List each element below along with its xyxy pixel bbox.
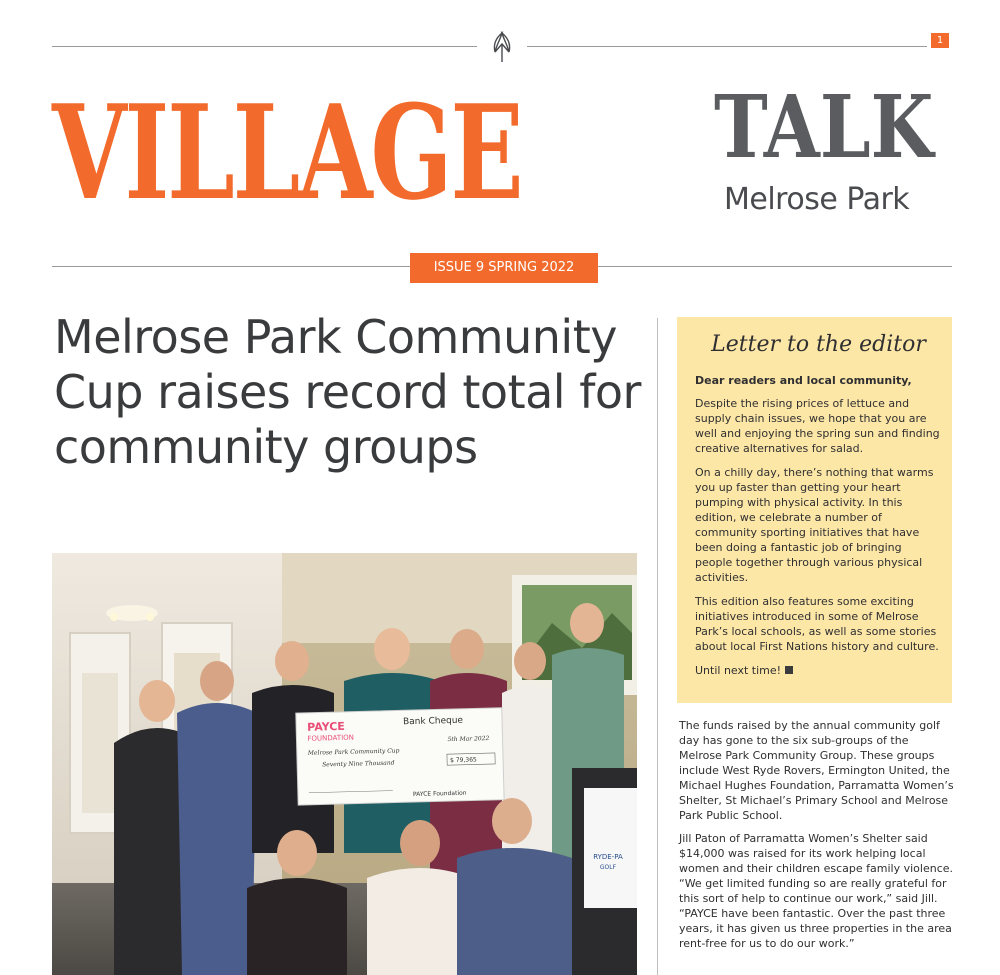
letter-title: Letter to the editor	[711, 332, 926, 357]
cheque-words: Seventy Nine Thousand	[322, 759, 395, 769]
column-divider	[657, 318, 658, 975]
cheque-label: Bank Cheque	[402, 715, 464, 728]
cheque-payee: Melrose Park Community Cup	[307, 747, 400, 757]
letter-paragraph: Despite the rising prices of lettuce and supply chain issues, we hope that you are well and enjoying the spring sun and finding creative alternatives for salad.	[695, 397, 940, 455]
cheque-date: 5th Mar 2022	[447, 735, 490, 744]
letter-signoff-text: Until next time!	[695, 664, 782, 677]
masthead-village: VILLAGE	[52, 76, 522, 229]
cheque-footer: PAYCE Foundation	[412, 789, 467, 799]
letter-to-editor-box	[677, 317, 952, 703]
top-rule-left	[52, 46, 477, 47]
cheque-brand: PAYCE	[307, 719, 346, 734]
photo-illustration	[52, 553, 637, 975]
article-paragraph: The funds raised by the annual community golf day has gone to the six sub-groups of the Melrose Park Community Group. These groups include West Ryde Rovers, Ermington United, the Michael Hughes Foundation, Parramatta Women’s Shelter, St Michael’s Primary School and Melrose Park Public School.	[679, 719, 954, 822]
masthead-subtitle: Melrose Park	[724, 182, 910, 217]
article-photo	[52, 553, 637, 975]
article-headline: Melrose Park Community Cup raises record total for community groups	[54, 310, 641, 474]
podium-text: RYDE-PA	[593, 853, 623, 861]
letter-signoff	[695, 663, 942, 678]
end-of-text-icon	[785, 666, 793, 674]
masthead-talk: TALK	[714, 77, 934, 178]
letter-greeting: Dear readers and local community,	[695, 374, 912, 387]
article-body	[679, 718, 954, 959]
melrose-logo-icon	[487, 30, 517, 64]
cheque-amount: $ 79,365	[450, 756, 477, 765]
cheque-brand-sub: FOUNDATION	[307, 733, 355, 743]
issue-badge: ISSUE 9 SPRING 2022	[410, 253, 598, 283]
podium-subtext: GOLF	[599, 864, 617, 871]
letter-paragraph: This edition also features some exciting initiatives introduced in some of Melrose Park’s local schools, as well as some stories about local First Nations history and culture.	[695, 595, 939, 653]
letter-paragraph: On a chilly day, there’s nothing that warms you up faster than getting your heart pumping with physical activity. In this edition, we celebrate a number of community sporting initiatives that have been doing a fantastic job of bringing people together through various physical activities.	[695, 466, 934, 584]
page-number: 1	[931, 33, 949, 48]
article-paragraph: Jill Paton of Parramatta Women’s Shelter said $14,000 was raised for its work helping local women and their children escape family violence. “We get limited funding so are really grateful for this sort of help to continue our work,” said Jill. “PAYCE have been fantastic. Over the past three years, it has given us three properties in the area rent-free for us to do our work.”	[679, 832, 954, 950]
top-rule-right	[527, 46, 927, 47]
